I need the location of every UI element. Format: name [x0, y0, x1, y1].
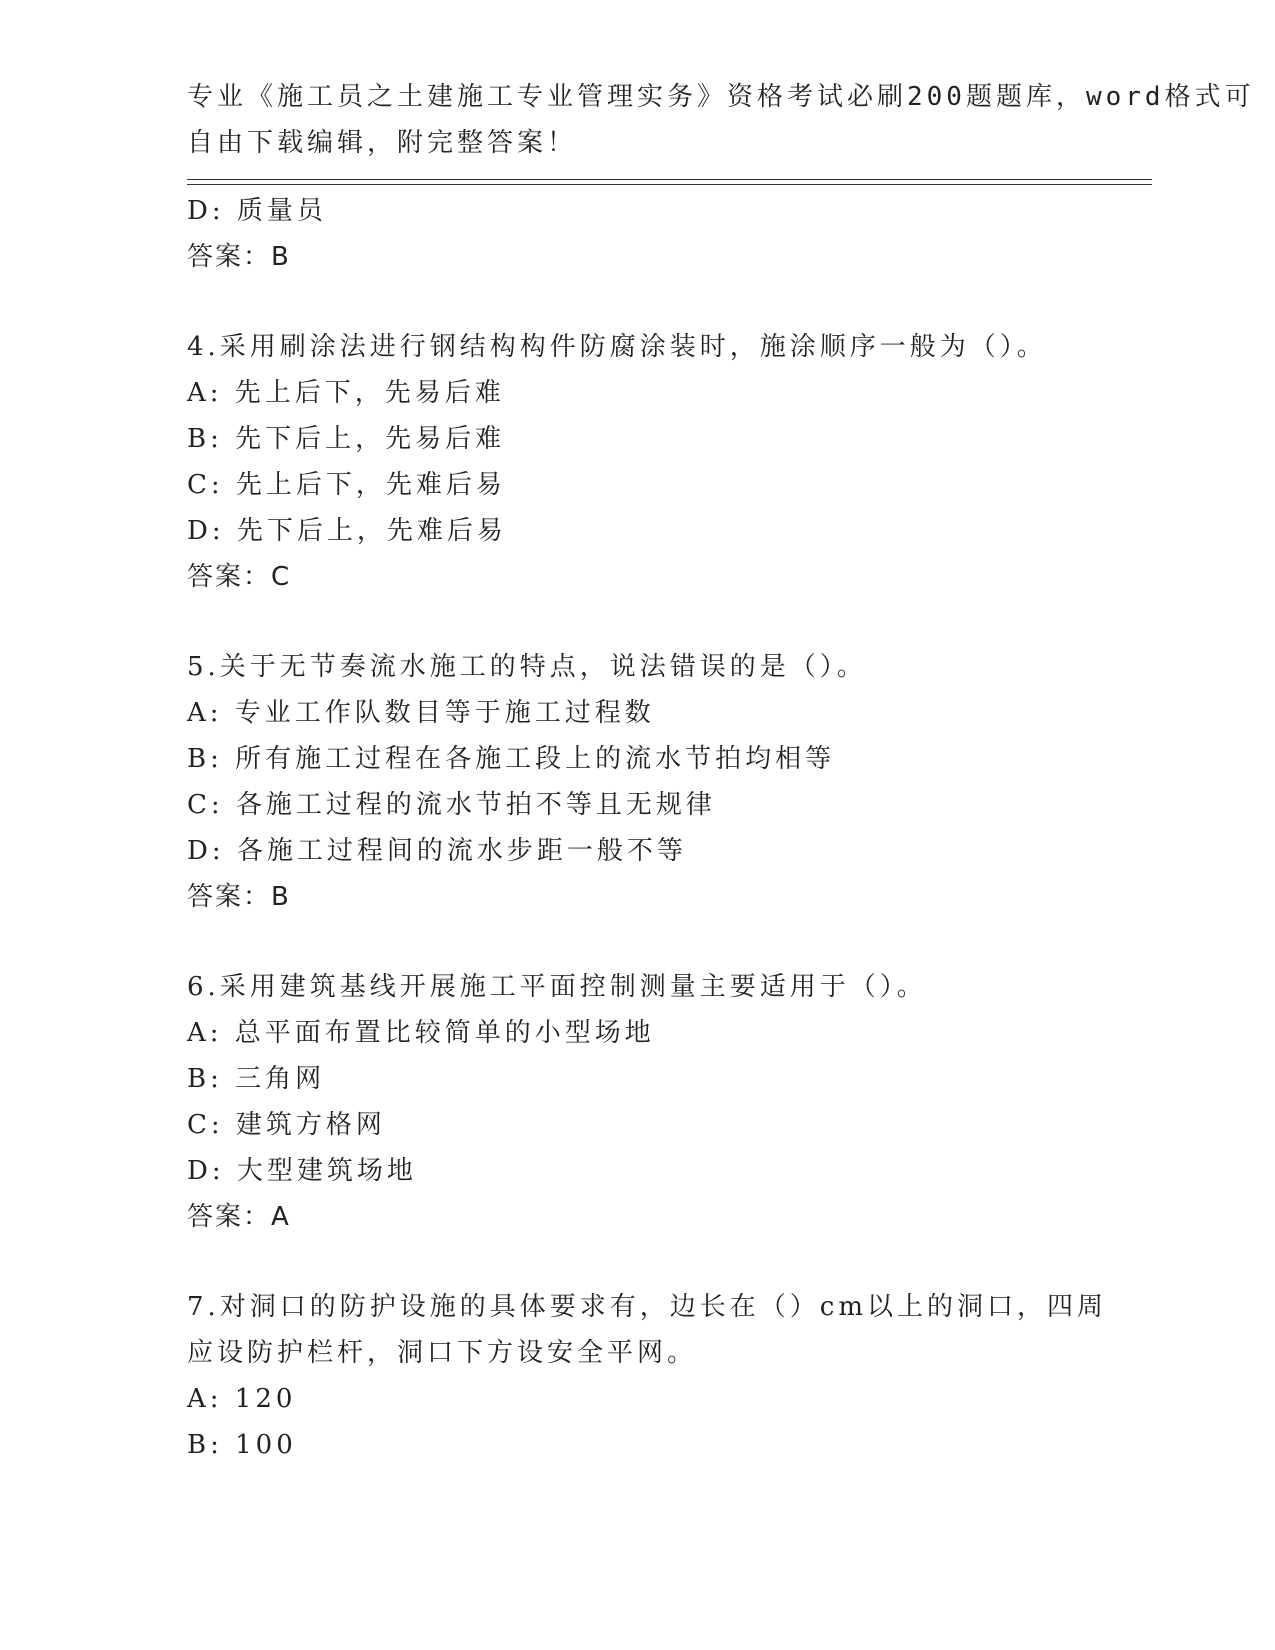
question-7	[187, 1284, 1108, 1468]
header-divider-top	[187, 179, 1152, 180]
question-stem: 4.采用刷涂法进行钢结构构件防腐涂装时，施涂顺序一般为（）。	[187, 332, 1047, 362]
option-a: A: 总平面布置比较简单的小型场地	[187, 1018, 655, 1048]
prev-option-d: D: 质量员	[187, 196, 327, 226]
question-stem: 5.关于无节奏流水施工的特点，说法错误的是（）。	[187, 652, 867, 682]
option-a: A: 专业工作队数目等于施工过程数	[187, 698, 655, 728]
option-d: D: 大型建筑场地	[187, 1156, 417, 1186]
answer: 答案：B	[187, 882, 291, 912]
option-b: B: 三角网	[187, 1064, 326, 1094]
header-line-1: 专业《施工员之土建施工专业管理实务》资格考试必刷200题题库，word格式可	[187, 82, 1255, 112]
option-c: C: 先上后下，先难后易	[187, 470, 506, 500]
option-b: B: 所有施工过程在各施工段上的流水节拍均相等	[187, 744, 836, 774]
option-b: B: 100	[187, 1430, 297, 1460]
question-stem-line-1: 7.对洞口的防护设施的具体要求有，边长在（）cm以上的洞口，四周	[187, 1292, 1108, 1322]
option-c: C: 建筑方格网	[187, 1110, 386, 1140]
option-d: D: 各施工过程间的流水步距一般不等	[187, 836, 687, 866]
document-header	[187, 74, 1255, 166]
question-stem: 6.采用建筑基线开展施工平面控制测量主要适用于（）。	[187, 972, 927, 1002]
question-list	[187, 188, 1108, 1468]
question-5	[187, 644, 1087, 920]
option-b: B: 先下后上，先易后难	[187, 424, 506, 454]
question-6	[187, 964, 1087, 1240]
answer: 答案：A	[187, 1202, 291, 1232]
option-c: C: 各施工过程的流水节拍不等且无规律	[187, 790, 716, 820]
question-4	[187, 324, 1087, 600]
prev-answer: 答案：B	[187, 242, 291, 272]
answer: 答案：C	[187, 562, 292, 592]
header-divider-bottom	[187, 184, 1152, 185]
option-d: D: 先下后上，先难后易	[187, 516, 507, 546]
question-stem-line-2: 应设防护栏杆，洞口下方设安全平网。	[187, 1338, 698, 1368]
header-line-2: 自由下载编辑，附完整答案！	[187, 128, 578, 158]
option-a: A: 先上后下，先易后难	[187, 378, 505, 408]
option-a: A: 120	[187, 1384, 297, 1414]
